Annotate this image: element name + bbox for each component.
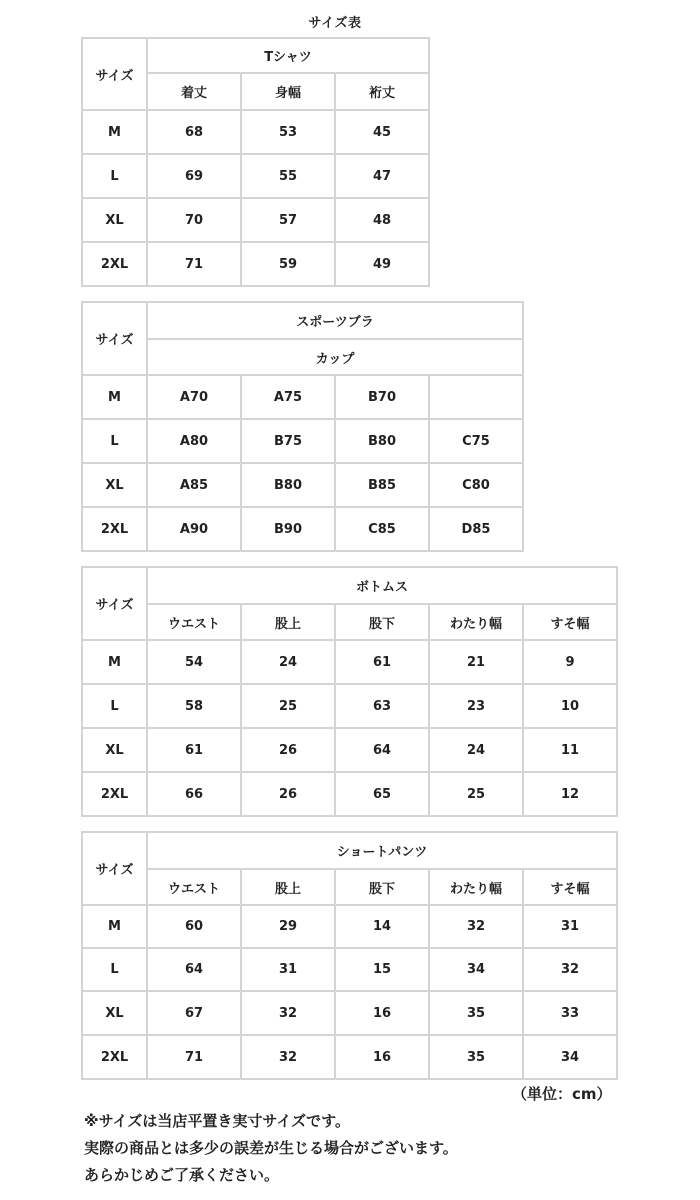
size-cell: XL xyxy=(82,463,147,507)
sports-bra-size-table xyxy=(81,301,524,552)
value-cell: 29 xyxy=(241,905,335,948)
product-name: ショートパンツ xyxy=(147,832,617,869)
value-cell: 32 xyxy=(429,905,523,948)
size-cell: M xyxy=(82,375,147,419)
value-cell: 9 xyxy=(523,640,617,684)
size-header: サイズ xyxy=(82,38,147,110)
product-name: Tシャツ xyxy=(147,38,429,73)
value-cell: 34 xyxy=(429,948,523,991)
note-line: あらかじめご了承ください。 xyxy=(84,1166,280,1184)
table-row xyxy=(82,507,523,551)
shorts-size-table xyxy=(81,831,618,1080)
column-header: わたり幅 xyxy=(429,869,523,905)
table-row xyxy=(82,154,429,198)
value-cell: D85 xyxy=(429,507,523,551)
value-cell: 11 xyxy=(523,728,617,772)
value-cell: 12 xyxy=(523,772,617,816)
value-cell: 71 xyxy=(147,242,241,286)
size-cell: L xyxy=(82,154,147,198)
value-cell: 10 xyxy=(523,684,617,728)
table-row xyxy=(82,198,429,242)
value-cell: 16 xyxy=(335,1035,429,1079)
table-row xyxy=(82,242,429,286)
column-header: すそ幅 xyxy=(523,604,617,640)
column-header: 身幅 xyxy=(241,73,335,110)
column-header: すそ幅 xyxy=(523,869,617,905)
value-cell: 32 xyxy=(241,991,335,1035)
unit-note: （単位：cm） xyxy=(512,1085,612,1103)
size-cell: 2XL xyxy=(82,507,147,551)
value-cell: 61 xyxy=(147,728,241,772)
value-cell: 64 xyxy=(335,728,429,772)
value-cell: 31 xyxy=(241,948,335,991)
column-header: ウエスト xyxy=(147,604,241,640)
value-cell: A70 xyxy=(147,375,241,419)
size-cell: XL xyxy=(82,728,147,772)
value-cell: 59 xyxy=(241,242,335,286)
value-cell: B80 xyxy=(335,419,429,463)
value-cell: 68 xyxy=(147,110,241,154)
size-cell: L xyxy=(82,948,147,991)
value-cell: 24 xyxy=(429,728,523,772)
value-cell: B70 xyxy=(335,375,429,419)
value-cell: A85 xyxy=(147,463,241,507)
size-cell: M xyxy=(82,110,147,154)
column-header: 股上 xyxy=(241,869,335,905)
value-cell: 70 xyxy=(147,198,241,242)
value-cell: 69 xyxy=(147,154,241,198)
value-cell: 67 xyxy=(147,991,241,1035)
value-cell: 34 xyxy=(523,1035,617,1079)
size-header: サイズ xyxy=(82,302,147,375)
size-cell: 2XL xyxy=(82,242,147,286)
value-cell: 54 xyxy=(147,640,241,684)
table-row xyxy=(82,684,617,728)
value-cell: 64 xyxy=(147,948,241,991)
column-header: 股下 xyxy=(335,604,429,640)
column-header: 着丈 xyxy=(147,73,241,110)
table-row xyxy=(82,419,523,463)
value-cell: 48 xyxy=(335,198,429,242)
value-cell: 26 xyxy=(241,728,335,772)
value-cell: A80 xyxy=(147,419,241,463)
value-cell: 14 xyxy=(335,905,429,948)
value-cell: 49 xyxy=(335,242,429,286)
column-header: わたり幅 xyxy=(429,604,523,640)
table-row xyxy=(82,772,617,816)
size-cell: XL xyxy=(82,198,147,242)
column-header: ウエスト xyxy=(147,869,241,905)
column-header: 股下 xyxy=(335,869,429,905)
value-cell: 53 xyxy=(241,110,335,154)
value-cell: B90 xyxy=(241,507,335,551)
size-cell: 2XL xyxy=(82,1035,147,1079)
cup-header: カップ xyxy=(147,339,523,375)
value-cell: A75 xyxy=(241,375,335,419)
column-header: 裄丈 xyxy=(335,73,429,110)
value-cell: 35 xyxy=(429,991,523,1035)
note-line: ※サイズは当店平置き実寸サイズです。 xyxy=(84,1112,350,1130)
value-cell: 31 xyxy=(523,905,617,948)
value-cell: C80 xyxy=(429,463,523,507)
value-cell: 63 xyxy=(335,684,429,728)
bottoms-size-table xyxy=(81,566,618,817)
size-cell: L xyxy=(82,684,147,728)
value-cell: 16 xyxy=(335,991,429,1035)
value-cell: 15 xyxy=(335,948,429,991)
product-name: スポーツブラ xyxy=(147,302,523,339)
table-row xyxy=(82,463,523,507)
value-cell: 61 xyxy=(335,640,429,684)
value-cell xyxy=(429,375,523,419)
column-header: 股上 xyxy=(241,604,335,640)
value-cell: 32 xyxy=(523,948,617,991)
value-cell: 35 xyxy=(429,1035,523,1079)
value-cell: A90 xyxy=(147,507,241,551)
size-header: サイズ xyxy=(82,567,147,640)
table-row xyxy=(82,1035,617,1079)
note-line: 実際の商品とは多少の誤差が生じる場合がございます。 xyxy=(84,1139,458,1157)
value-cell: 55 xyxy=(241,154,335,198)
value-cell: 21 xyxy=(429,640,523,684)
value-cell: 60 xyxy=(147,905,241,948)
value-cell: 23 xyxy=(429,684,523,728)
value-cell: B80 xyxy=(241,463,335,507)
value-cell: B75 xyxy=(241,419,335,463)
size-cell: M xyxy=(82,640,147,684)
value-cell: 33 xyxy=(523,991,617,1035)
value-cell: 26 xyxy=(241,772,335,816)
value-cell: 65 xyxy=(335,772,429,816)
value-cell: 24 xyxy=(241,640,335,684)
value-cell: 71 xyxy=(147,1035,241,1079)
table-row xyxy=(82,948,617,991)
page-title: サイズ表 xyxy=(308,16,362,31)
size-cell: M xyxy=(82,905,147,948)
table-row xyxy=(82,640,617,684)
value-cell: 57 xyxy=(241,198,335,242)
table-row xyxy=(82,728,617,772)
value-cell: C75 xyxy=(429,419,523,463)
value-cell: 32 xyxy=(241,1035,335,1079)
table-row xyxy=(82,375,523,419)
value-cell: 25 xyxy=(241,684,335,728)
value-cell: 58 xyxy=(147,684,241,728)
table-row xyxy=(82,991,617,1035)
size-cell: L xyxy=(82,419,147,463)
value-cell: C85 xyxy=(335,507,429,551)
size-header: サイズ xyxy=(82,832,147,905)
table-row xyxy=(82,905,617,948)
notes xyxy=(84,1108,458,1189)
value-cell: 47 xyxy=(335,154,429,198)
size-cell: 2XL xyxy=(82,772,147,816)
size-cell: XL xyxy=(82,991,147,1035)
product-name: ボトムス xyxy=(147,567,617,604)
value-cell: 66 xyxy=(147,772,241,816)
tshirt-size-table xyxy=(81,37,430,287)
value-cell: 25 xyxy=(429,772,523,816)
value-cell: 45 xyxy=(335,110,429,154)
table-row xyxy=(82,110,429,154)
value-cell: B85 xyxy=(335,463,429,507)
